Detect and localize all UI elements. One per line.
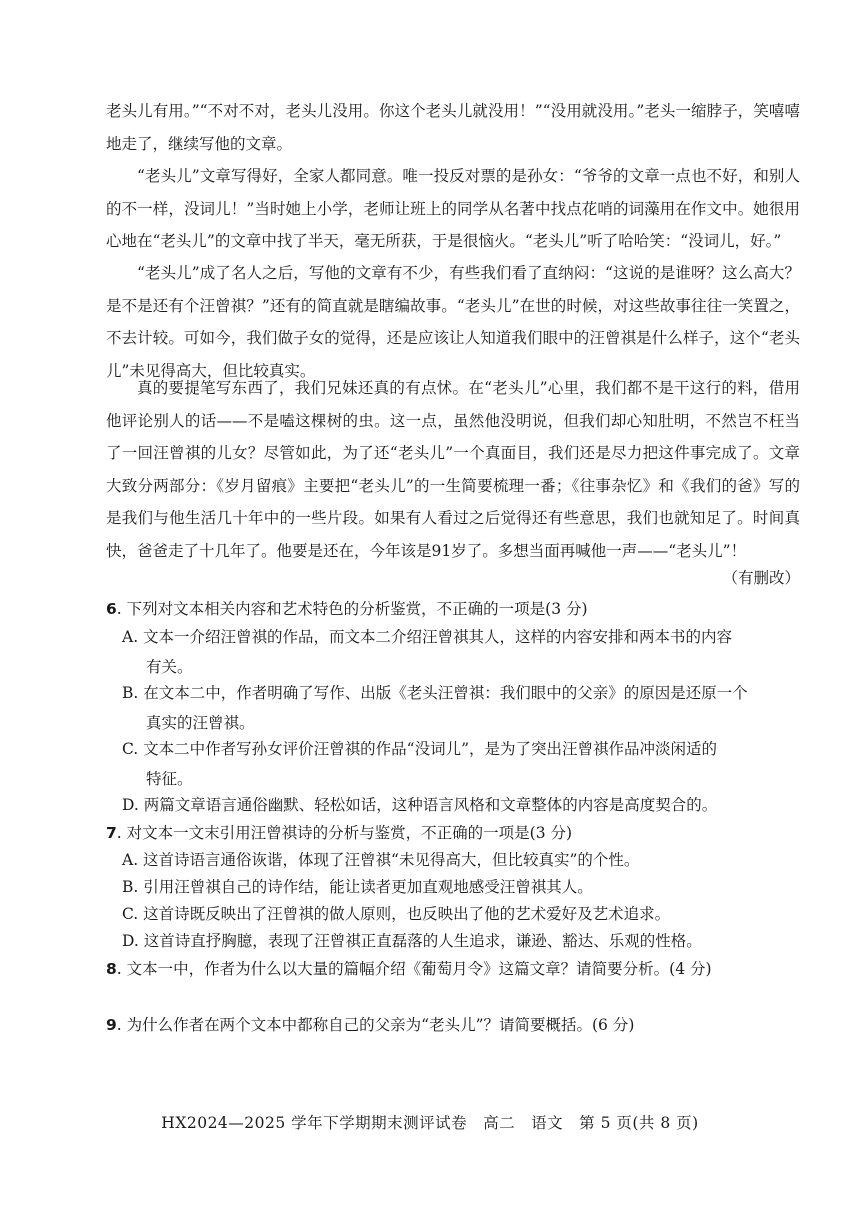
question-number: 6 (106, 600, 117, 618)
option-7d: D. 这首诗直抒胸臆，表现了汪曾祺正直磊落的人生追求，谦逊、豁达、乐观的性格。 (122, 932, 702, 950)
question-stem: . 文本一中，作者为什么以大量的篇幅介绍《葡萄月令》这篇文章？请简要分析。(4 分) (116, 960, 712, 978)
option-text: B. 在文本二中，作者明确了写作、出版《老头汪曾祺：我们眼中的父亲》的原因是还原一个 (122, 684, 748, 702)
passage-paragraph-4: 真的要提笔写东西了，我们兄妹还真的有点怵。在“老头儿”心里，我们都不是干这行的料，借用他评论别人的话——不是嗑这棵树的虫。这一点，虽然他没明说，但我们却心知肚明，不然岂不枉当了一回汪曾祺的儿女？尽管如此，为了还“老头儿”一个真面目，我们还是尽力把这件事完成了。文章大致分两部分：《岁月留痕》主要把“老头儿”的一生简要梳理一番；《往事杂忆》和《我们的爸》写的是我们与他生活几十年中的一些片段。如果有人看过之后觉得还有些意思，我们也就知足了。时间真快，爸爸走了十几年了。他要是还在，今年该是91岁了。多想当面再喊他一声——“老头儿”！ (106, 379, 800, 560)
passage-paragraph-3: “老头儿”成了名人之后，写他的文章有不少，有些我们看了直纳闷：“这说的是谁呀？这么高大？是不是还有个汪曾祺？”还有的简直就是瞎编故事。“老头儿”在世的时候，对这些故事往往一笑置之，不去计较。可如今，我们做子女的觉得，还是应该让人知道我们眼中的汪曾祺是什么样子，这个“老头儿”未见得高大，但比较真实。 (106, 264, 800, 380)
question-stem: . 对文本一文末引用汪曾祺诗的分析与鉴赏，不正确的一项是(3 分) (116, 824, 573, 842)
question-7 (106, 818, 800, 848)
option-6a (122, 622, 800, 682)
question-number: 7 (106, 824, 117, 842)
source-note: （有删改） (722, 569, 800, 587)
option-text-continued: 特征。 (146, 770, 193, 788)
page-footer: HX2024—2025 学年下学期期末测评试卷 高二 语文 第 5 页(共 8 页) (161, 1114, 699, 1132)
option-text-continued: 有关。 (146, 658, 193, 676)
question-9 (106, 1010, 800, 1040)
option-7b: B. 引用汪曾祺自己的诗作结，能让读者更加直观地感受汪曾祺其人。 (122, 878, 593, 896)
passage-paragraph-2: “老头儿”文章写得好，全家人都同意。唯一投反对票的是孙女：“爷爷的文章一点也不好，和别人的不一样，没词儿！”当时她上小学，老师让班上的同学从名著中找点花哨的词藻用在作文中。她很用心地在“老头儿”的文章中找了半天，毫无所获，于是很恼火。“老头儿”听了哈哈笑：“没词儿，好。” (106, 167, 800, 250)
question-number: 8 (106, 960, 117, 978)
question-6 (106, 594, 800, 624)
question-8 (106, 954, 800, 984)
option-7c: C. 这首诗既反映出了汪曾祺的做人原则，也反映出了他的艺术爱好及艺术追求。 (122, 905, 671, 923)
question-stem: . 为什么作者在两个文本中都称自己的父亲为“老头儿”？请简要概括。(6 分) (116, 1016, 635, 1034)
option-6b (122, 678, 800, 738)
option-7a: A. 这首诗语言通俗诙谐，体现了汪曾祺“未见得高大，但比较真实”的个性。 (122, 851, 640, 869)
option-text: A. 文本一介绍汪曾祺的作品，而文本二介绍汪曾祺其人，这样的内容安排和两本书的内容 (122, 628, 733, 646)
option-6c (122, 734, 800, 794)
question-stem: . 下列对文本相关内容和艺术特色的分析鉴赏，不正确的一项是(3 分) (116, 600, 588, 618)
option-6d: D. 两篇文章语言通俗幽默、轻松如话，这种语言风格和文章整体的内容是高度契合的。 (122, 796, 718, 814)
passage-paragraph-1: 老头儿有用。”“不对不对，老头儿没用。你这个老头儿就没用！”“没用就没用。”老头一缩脖子，笑嘻嘻地走了，继续写他的文章。 (106, 102, 800, 153)
option-text-continued: 真实的汪曾祺。 (146, 714, 255, 732)
option-text: C. 文本二中作者写孙女评价汪曾祺的作品“没词儿”，是为了突出汪曾祺作品冲淡闲适的 (122, 740, 718, 758)
question-number: 9 (106, 1016, 117, 1034)
